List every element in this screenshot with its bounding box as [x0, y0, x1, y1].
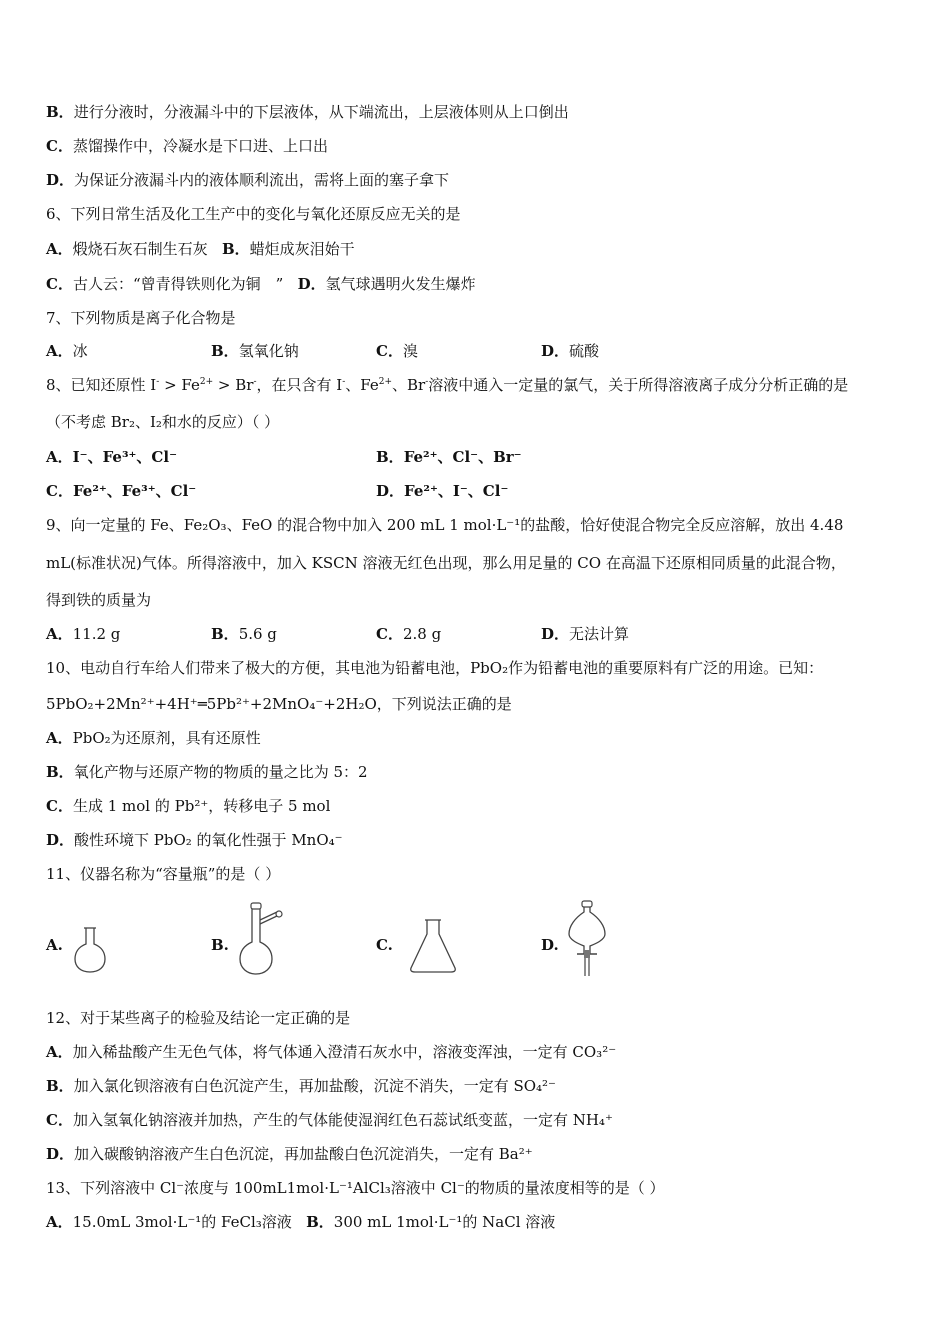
q11-option-c: C.: [376, 900, 496, 980]
q10-option-d: D．酸性环境下 PbO₂ 的氧化性强于 MnO₄⁻: [46, 831, 343, 849]
q11-stem: 11、仪器名称为“容量瓶”的是（ ）: [46, 865, 281, 883]
q8-stem: 8、已知还原性 $I^- > Fe^{2+} > Br^-$，在只含有 I-、$Fe^{2+}$、Br-溶液中通入一定量的氯气，关于所得溶液离子成分分析正确的是: [46, 376, 849, 394]
q5-option-b: B．进行分液时，分液漏斗中的下层液体，从下端流出，上层液体则从上口倒出: [46, 103, 569, 121]
q9-line-1: 9、向一定量的 Fe、Fe₂O₃、FeO 的混合物中加入 200 mL 1 mol·L⁻¹的盐酸，恰好使混合物完全反应溶解，放出 4.48: [46, 516, 844, 534]
q11-option-d: D.: [541, 900, 661, 980]
q11-option-b: B.: [211, 900, 331, 980]
round-flask-icon: [72, 926, 108, 974]
q11-apparatus-options: [46, 900, 646, 980]
q12-option-c: C．加入氢氧化钠溶液并加热，产生的气体能使湿润红色石蕊试纸变蓝，一定有 NH₄⁺: [46, 1111, 613, 1129]
q5-option-c: C．蒸馏操作中，冷凝水是下口进、上口出: [46, 137, 328, 155]
q5-option-d: D．为保证分液漏斗内的液体顺利流出，需将上面的塞子拿下: [46, 171, 450, 189]
q12-option-d: D．加入碳酸钠溶液产生白色沉淀，再加盐酸白色沉淀消失，一定有 Ba²⁺: [46, 1145, 533, 1163]
q10-option-a: A．PbO₂为还原剂，具有还原性: [46, 729, 261, 747]
q10-equation: 5PbO₂+2Mn²⁺+4H⁺═5Pb²⁺+2MnO₄⁻+2H₂O，下列说法正确的是: [46, 695, 512, 713]
q8-stem-note: （不考虑 Br₂、I₂和水的反应）（ ）: [46, 413, 280, 431]
q10-option-b: B．氧化产物与还原产物的物质的量之比为 5：2: [46, 763, 368, 781]
q10-line-1: 10、电动自行车给人们带来了极大的方便，其电池为铅蓄电池，PbO₂作为铅蓄电池的重要原料有广泛的用途。已知：: [46, 659, 824, 677]
q11-option-a: A.: [46, 900, 166, 980]
distillation-flask-icon: [237, 902, 287, 976]
q10-option-c: C．生成 1 mol 的 Pb²⁺，转移电子 5 mol: [46, 797, 331, 815]
q9-line-3: 得到铁的质量为: [46, 591, 152, 609]
q12-option-b: B．加入氯化钡溶液有白色沉淀产生，再加盐酸，沉淀不消失，一定有 SO₄²⁻: [46, 1077, 556, 1095]
q6-options-cd: C．古人云：“曾青得铁则化为铜 ” D．氢气球遇明火发生爆炸: [46, 275, 476, 293]
q7-stem: 7、下列物质是离子化合物是: [46, 309, 236, 327]
conical-flask-icon: [408, 918, 458, 974]
q12-option-a: A．加入稀盐酸产生无色气体，将气体通入澄清石灰水中，溶液变浑浊，一定有 CO₃²⁻: [46, 1043, 617, 1061]
q12-stem: 12、对于某些离子的检验及结论一定正确的是: [46, 1009, 351, 1027]
q9-line-2: mL(标准状况)气体。所得溶液中，加入 KSCN 溶液无红色出现，那么用足量的 CO 在高温下还原相同质量的此混合物，: [46, 554, 846, 572]
q13-stem: 13、下列溶液中 Cl⁻浓度与 100mL1mol·L⁻¹AlCl₃溶液中 Cl⁻的物质的量浓度相等的是（ ）: [46, 1179, 665, 1197]
q13-options-ab: A．15.0mL 3mol·L⁻¹的 FeCl₃溶液 B．300 mL 1mol·L⁻¹的 NaCl 溶液: [46, 1213, 556, 1231]
q6-stem: 6、下列日常生活及化工生产中的变化与氧化还原反应无关的是: [46, 205, 461, 223]
q6-options-ab: A．煅烧石灰石制生石灰 B．蜡炬成灰泪始干: [46, 240, 355, 258]
separatory-funnel-icon: [565, 900, 609, 978]
